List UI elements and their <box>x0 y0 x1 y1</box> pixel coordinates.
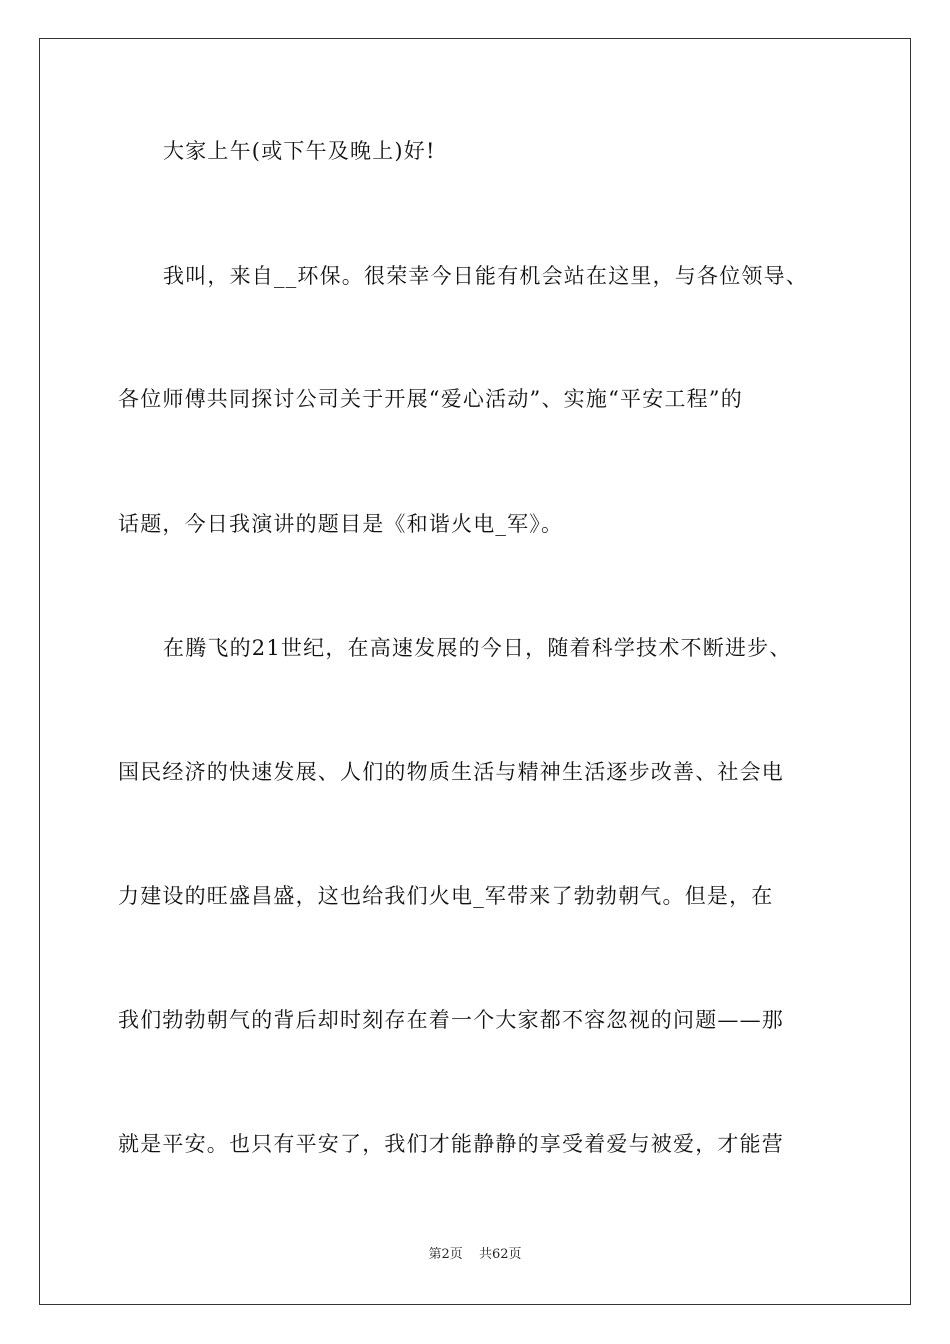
paragraph-body-line-4: 我们勃勃朝气的背后却时刻存在着一个大家都不容忽视的问题——那 <box>118 1008 784 1032</box>
paragraph-intro-line-1: 我叫，来自__环保。很荣幸今日能有机会站在这里，与各位领导、 <box>163 264 808 288</box>
paragraph-body-line-1: 在腾飞的21世纪，在高速发展的今日，随着科学技术不断进步、 <box>163 636 792 660</box>
page-total: 共62页 <box>478 1247 522 1262</box>
paragraph-intro-line-3: 话题，今日我演讲的题目是《和谐火电_军》。 <box>118 512 564 536</box>
page-number: 第2页 <box>428 1247 463 1262</box>
page-footer <box>0 1246 950 1264</box>
paragraph-greeting: 大家上午(或下午及晚上)好! <box>163 139 436 163</box>
paragraph-body-line-2: 国民经济的快速发展、人们的物质生活与精神生活逐步改善、社会电 <box>118 760 784 784</box>
page-frame <box>39 38 911 1305</box>
paragraph-body-line-3: 力建设的旺盛昌盛，这也给我们火电_军带来了勃勃朝气。但是，在 <box>118 884 774 908</box>
paragraph-intro-line-2: 各位师傅共同探讨公司关于开展“爱心活动”、实施“平安工程”的 <box>118 387 743 411</box>
paragraph-body-line-5: 就是平安。也只有平安了，我们才能静静的享受着爱与被爱，才能营 <box>118 1132 784 1156</box>
